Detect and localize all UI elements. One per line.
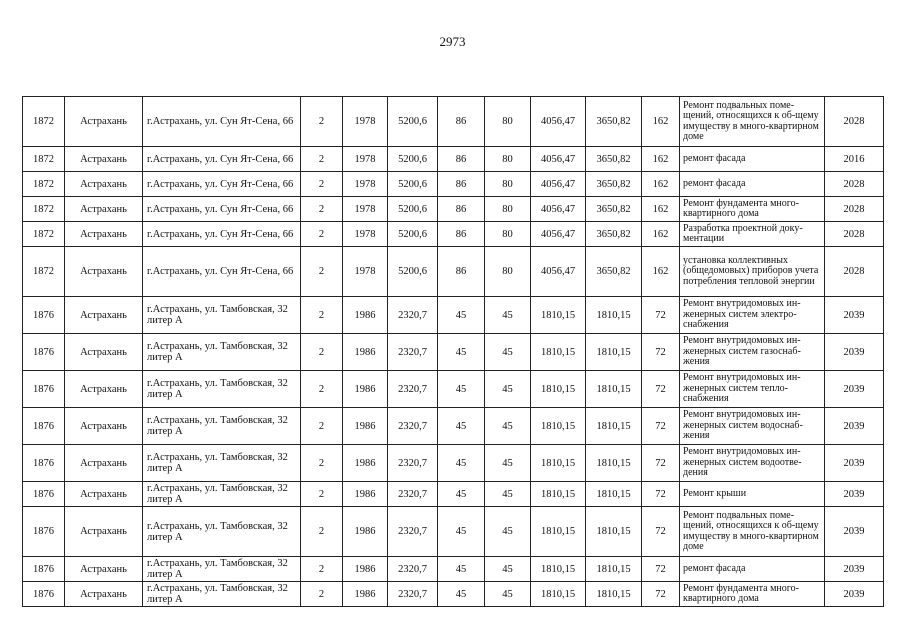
cell-address: г.Астрахань, ул. Тамбовская, 32 литер А [143, 408, 301, 445]
cell-city: Астрахань [65, 507, 143, 557]
cell-area-1: 1810,15 [531, 445, 586, 482]
table-row [23, 147, 884, 172]
cell-address: г.Астрахань, ул. Тамбовская, 32 литер А [143, 445, 301, 482]
cell-area-2: 3650,82 [586, 147, 642, 172]
table-row [23, 247, 884, 297]
cell-year-built: 1986 [343, 482, 388, 507]
cell-work-type: Ремонт фундамента много-квартирного дома [680, 582, 825, 607]
cell-area-2: 3650,82 [586, 172, 642, 197]
cell-city: Астрахань [65, 408, 143, 445]
cell-plan-year: 2039 [825, 334, 884, 371]
cell-address: г.Астрахань, ул. Сун Ят-Сена, 66 [143, 147, 301, 172]
cell-value-1: 45 [438, 408, 485, 445]
cell-plan-year: 2039 [825, 445, 884, 482]
cell-floors: 2 [301, 371, 343, 408]
cell-city: Астрахань [65, 197, 143, 222]
cell-area-2: 1810,15 [586, 582, 642, 607]
cell-area-2: 3650,82 [586, 197, 642, 222]
cell-total-area: 5200,6 [388, 97, 438, 147]
cell-year-built: 1978 [343, 247, 388, 297]
cell-residents: 72 [642, 297, 680, 334]
table-row [23, 371, 884, 408]
table-row [23, 482, 884, 507]
cell-year-built: 1978 [343, 172, 388, 197]
cell-house-id: 1872 [23, 197, 65, 222]
cell-total-area: 2320,7 [388, 371, 438, 408]
cell-area-2: 1810,15 [586, 482, 642, 507]
cell-residents: 72 [642, 371, 680, 408]
cell-total-area: 2320,7 [388, 334, 438, 371]
cell-value-2: 80 [485, 222, 531, 247]
cell-value-2: 45 [485, 445, 531, 482]
cell-value-2: 45 [485, 482, 531, 507]
cell-total-area: 2320,7 [388, 507, 438, 557]
table-row [23, 297, 884, 334]
cell-area-1: 1810,15 [531, 482, 586, 507]
cell-residents: 162 [642, 247, 680, 297]
cell-residents: 72 [642, 582, 680, 607]
cell-address: г.Астрахань, ул. Тамбовская, 32 литер А [143, 334, 301, 371]
cell-floors: 2 [301, 507, 343, 557]
cell-value-1: 86 [438, 197, 485, 222]
cell-total-area: 2320,7 [388, 482, 438, 507]
table-row [23, 334, 884, 371]
cell-year-built: 1986 [343, 371, 388, 408]
cell-work-type: ремонт фасада [680, 147, 825, 172]
cell-house-id: 1872 [23, 147, 65, 172]
cell-floors: 2 [301, 147, 343, 172]
cell-area-1: 1810,15 [531, 408, 586, 445]
cell-house-id: 1876 [23, 557, 65, 582]
cell-residents: 72 [642, 557, 680, 582]
cell-house-id: 1876 [23, 334, 65, 371]
cell-address: г.Астрахань, ул. Сун Ят-Сена, 66 [143, 172, 301, 197]
cell-area-1: 4056,47 [531, 97, 586, 147]
cell-year-built: 1986 [343, 408, 388, 445]
cell-year-built: 1978 [343, 222, 388, 247]
cell-area-1: 1810,15 [531, 334, 586, 371]
cell-value-1: 45 [438, 482, 485, 507]
cell-residents: 162 [642, 222, 680, 247]
cell-year-built: 1978 [343, 147, 388, 172]
cell-area-2: 3650,82 [586, 97, 642, 147]
cell-value-2: 45 [485, 334, 531, 371]
cell-address: г.Астрахань, ул. Тамбовская, 32 литер А [143, 297, 301, 334]
cell-house-id: 1872 [23, 222, 65, 247]
cell-house-id: 1872 [23, 247, 65, 297]
cell-plan-year: 2039 [825, 408, 884, 445]
cell-value-1: 86 [438, 247, 485, 297]
cell-city: Астрахань [65, 582, 143, 607]
cell-plan-year: 2028 [825, 222, 884, 247]
cell-value-1: 86 [438, 147, 485, 172]
cell-city: Астрахань [65, 97, 143, 147]
cell-area-1: 1810,15 [531, 371, 586, 408]
cell-address: г.Астрахань, ул. Сун Ят-Сена, 66 [143, 222, 301, 247]
cell-year-built: 1986 [343, 557, 388, 582]
table-row [23, 222, 884, 247]
table-row [23, 582, 884, 607]
cell-work-type: Ремонт крыши [680, 482, 825, 507]
cell-residents: 162 [642, 197, 680, 222]
cell-value-1: 86 [438, 97, 485, 147]
cell-address: г.Астрахань, ул. Сун Ят-Сена, 66 [143, 97, 301, 147]
cell-floors: 2 [301, 197, 343, 222]
cell-address: г.Астрахань, ул. Сун Ят-Сена, 66 [143, 197, 301, 222]
cell-work-type: Ремонт подвальных поме-щений, относящихся к об-щему имуществу в много-квартирном доме [680, 507, 825, 557]
cell-floors: 2 [301, 445, 343, 482]
cell-plan-year: 2039 [825, 582, 884, 607]
cell-year-built: 1986 [343, 507, 388, 557]
cell-total-area: 5200,6 [388, 172, 438, 197]
cell-work-type: Ремонт внутридомовых ин-женерных систем газоснаб-жения [680, 334, 825, 371]
table-row [23, 172, 884, 197]
cell-total-area: 5200,6 [388, 197, 438, 222]
cell-year-built: 1986 [343, 582, 388, 607]
cell-work-type: Ремонт внутридомовых ин-женерных систем водоотве-дения [680, 445, 825, 482]
cell-work-type: установка коллективных (общедомовых) приборов учета потребления тепловой энергии [680, 247, 825, 297]
cell-value-1: 45 [438, 445, 485, 482]
cell-residents: 72 [642, 408, 680, 445]
cell-year-built: 1978 [343, 97, 388, 147]
cell-total-area: 2320,7 [388, 297, 438, 334]
cell-area-2: 3650,82 [586, 247, 642, 297]
cell-address: г.Астрахань, ул. Сун Ят-Сена, 66 [143, 247, 301, 297]
cell-value-2: 80 [485, 97, 531, 147]
cell-plan-year: 2039 [825, 557, 884, 582]
cell-year-built: 1986 [343, 297, 388, 334]
cell-floors: 2 [301, 97, 343, 147]
cell-work-type: ремонт фасада [680, 172, 825, 197]
cell-value-1: 86 [438, 172, 485, 197]
cell-value-2: 80 [485, 172, 531, 197]
cell-total-area: 5200,6 [388, 222, 438, 247]
cell-area-2: 1810,15 [586, 297, 642, 334]
table-row [23, 445, 884, 482]
cell-residents: 162 [642, 97, 680, 147]
cell-residents: 72 [642, 482, 680, 507]
cell-work-type: Ремонт внутридомовых ин-женерных систем водоснаб-жения [680, 408, 825, 445]
cell-value-2: 45 [485, 582, 531, 607]
table-row [23, 557, 884, 582]
cell-city: Астрахань [65, 334, 143, 371]
cell-floors: 2 [301, 222, 343, 247]
cell-plan-year: 2028 [825, 197, 884, 222]
cell-work-type: Ремонт внутридомовых ин-женерных систем электро-снабжения [680, 297, 825, 334]
cell-residents: 72 [642, 507, 680, 557]
cell-value-1: 45 [438, 582, 485, 607]
cell-area-1: 4056,47 [531, 172, 586, 197]
cell-value-1: 45 [438, 557, 485, 582]
cell-work-type: Ремонт подвальных поме-щений, относящихся к об-щему имуществу в много-квартирном доме [680, 97, 825, 147]
cell-value-2: 80 [485, 197, 531, 222]
table-row [23, 97, 884, 147]
cell-value-1: 45 [438, 334, 485, 371]
cell-floors: 2 [301, 172, 343, 197]
cell-floors: 2 [301, 582, 343, 607]
cell-area-2: 1810,15 [586, 371, 642, 408]
cell-value-2: 80 [485, 247, 531, 297]
cell-plan-year: 2039 [825, 507, 884, 557]
cell-plan-year: 2028 [825, 172, 884, 197]
cell-city: Астрахань [65, 297, 143, 334]
cell-floors: 2 [301, 557, 343, 582]
cell-year-built: 1986 [343, 334, 388, 371]
cell-work-type: ремонт фасада [680, 557, 825, 582]
cell-residents: 162 [642, 172, 680, 197]
cell-plan-year: 2039 [825, 371, 884, 408]
cell-area-1: 1810,15 [531, 297, 586, 334]
cell-area-1: 1810,15 [531, 557, 586, 582]
cell-floors: 2 [301, 247, 343, 297]
cell-area-1: 4056,47 [531, 197, 586, 222]
cell-residents: 72 [642, 445, 680, 482]
cell-value-2: 45 [485, 408, 531, 445]
cell-city: Астрахань [65, 172, 143, 197]
cell-value-1: 45 [438, 371, 485, 408]
cell-house-id: 1876 [23, 297, 65, 334]
cell-plan-year: 2028 [825, 97, 884, 147]
cell-city: Астрахань [65, 222, 143, 247]
cell-house-id: 1876 [23, 582, 65, 607]
cell-area-2: 3650,82 [586, 222, 642, 247]
cell-area-1: 1810,15 [531, 582, 586, 607]
cell-floors: 2 [301, 482, 343, 507]
cell-work-type: Ремонт фундамента много-квартирного дома [680, 197, 825, 222]
cell-address: г.Астрахань, ул. Тамбовская, 32 литер А [143, 582, 301, 607]
cell-value-1: 45 [438, 297, 485, 334]
cell-value-2: 45 [485, 371, 531, 408]
page-number: 2973 [439, 34, 466, 49]
cell-floors: 2 [301, 334, 343, 371]
cell-house-id: 1876 [23, 445, 65, 482]
cell-address: г.Астрахань, ул. Тамбовская, 32 литер А [143, 507, 301, 557]
cell-total-area: 2320,7 [388, 408, 438, 445]
cell-house-id: 1872 [23, 172, 65, 197]
cell-city: Астрахань [65, 482, 143, 507]
cell-total-area: 2320,7 [388, 582, 438, 607]
cell-area-2: 1810,15 [586, 507, 642, 557]
cell-area-1: 4056,47 [531, 222, 586, 247]
cell-area-2: 1810,15 [586, 445, 642, 482]
cell-value-1: 45 [438, 507, 485, 557]
table-row [23, 197, 884, 222]
cell-city: Астрахань [65, 147, 143, 172]
cell-plan-year: 2039 [825, 482, 884, 507]
cell-city: Астрахань [65, 247, 143, 297]
cell-area-1: 4056,47 [531, 147, 586, 172]
cell-house-id: 1876 [23, 371, 65, 408]
cell-house-id: 1876 [23, 482, 65, 507]
cell-year-built: 1978 [343, 197, 388, 222]
cell-address: г.Астрахань, ул. Тамбовская, 32 литер А [143, 482, 301, 507]
cell-total-area: 5200,6 [388, 247, 438, 297]
cell-area-2: 1810,15 [586, 334, 642, 371]
cell-plan-year: 2028 [825, 247, 884, 297]
cell-value-2: 80 [485, 147, 531, 172]
cell-city: Астрахань [65, 371, 143, 408]
cell-total-area: 2320,7 [388, 557, 438, 582]
cell-area-2: 1810,15 [586, 557, 642, 582]
cell-year-built: 1986 [343, 445, 388, 482]
cell-address: г.Астрахань, ул. Тамбовская, 32 литер А [143, 371, 301, 408]
cell-city: Астрахань [65, 445, 143, 482]
cell-plan-year: 2039 [825, 297, 884, 334]
cell-floors: 2 [301, 297, 343, 334]
cell-house-id: 1872 [23, 97, 65, 147]
cell-city: Астрахань [65, 557, 143, 582]
cell-residents: 162 [642, 147, 680, 172]
cell-plan-year: 2016 [825, 147, 884, 172]
cell-area-2: 1810,15 [586, 408, 642, 445]
cell-area-1: 1810,15 [531, 507, 586, 557]
cell-value-2: 45 [485, 557, 531, 582]
cell-total-area: 5200,6 [388, 147, 438, 172]
cell-residents: 72 [642, 334, 680, 371]
capital-repair-table [22, 96, 884, 607]
cell-value-1: 86 [438, 222, 485, 247]
table-row [23, 507, 884, 557]
cell-value-2: 45 [485, 297, 531, 334]
cell-area-1: 4056,47 [531, 247, 586, 297]
cell-house-id: 1876 [23, 507, 65, 557]
table-row [23, 408, 884, 445]
cell-value-2: 45 [485, 507, 531, 557]
table-body [23, 97, 884, 607]
cell-address: г.Астрахань, ул. Тамбовская, 32 литер А [143, 557, 301, 582]
cell-total-area: 2320,7 [388, 445, 438, 482]
cell-house-id: 1876 [23, 408, 65, 445]
cell-work-type: Ремонт внутридомовых ин-женерных систем тепло-снабжения [680, 371, 825, 408]
cell-work-type: Разработка проектной доку-ментации [680, 222, 825, 247]
cell-floors: 2 [301, 408, 343, 445]
